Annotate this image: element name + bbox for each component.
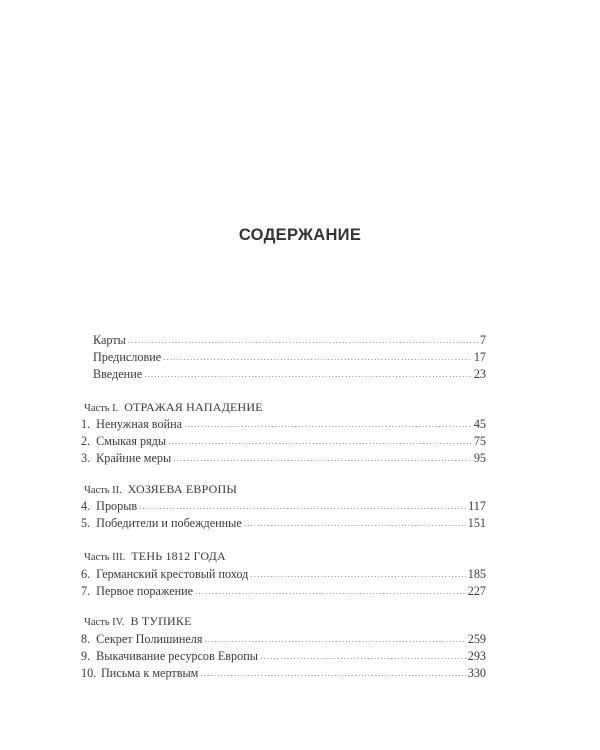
toc-entry-maps[interactable] [93,333,486,348]
chapter-title: Выкачивание ресурсов Европы [96,649,258,663]
dot-leader [200,666,465,681]
part-heading-3 [84,549,226,565]
toc-entry-page: 7 [479,333,486,347]
chapter-title: Смыкая ряды [96,434,167,448]
chapter-page: 185 [467,567,486,581]
chapter-number: 6. [81,567,91,581]
part-prefix: Часть II. [84,485,122,496]
chapter-number: 4. [81,499,91,513]
toc-entry-label: Предисловие [93,350,162,364]
toc-chapter-1[interactable] [81,417,486,432]
chapter-title: Крайние меры [96,451,172,465]
chapter-page: 227 [467,584,486,598]
part-heading-2 [84,482,237,498]
dot-leader [128,333,478,348]
toc-chapter-8[interactable] [81,632,486,647]
chapter-number: 7. [81,584,91,598]
chapter-page: 151 [467,516,486,530]
dot-leader [250,567,465,582]
toc-chapter-5[interactable] [81,516,486,531]
toc-chapter-6[interactable] [81,567,486,582]
chapter-number: 10. [81,666,97,680]
toc-entry-page: 17 [473,350,486,364]
toc-chapter-3[interactable] [81,451,486,466]
dot-leader [173,451,472,466]
chapter-number: 5. [81,516,91,530]
toc-entry-label: Введение [93,367,143,381]
chapter-number: 3. [81,451,91,465]
part-heading-4 [84,614,192,630]
toc-entry-page: 23 [473,367,486,381]
dot-leader [260,649,466,664]
chapter-page: 75 [473,434,486,448]
dot-leader [144,367,472,382]
part-prefix: Часть I. [84,403,119,414]
toc-chapter-2[interactable] [81,434,486,449]
toc-chapter-9[interactable] [81,649,486,664]
chapter-title: Письма к мертвым [101,666,199,680]
toc-chapter-10[interactable] [81,666,486,681]
chapter-page: 293 [467,649,486,663]
chapter-page: 330 [467,666,486,680]
chapter-number: 1. [81,417,91,431]
chapter-number: 2. [81,434,91,448]
part-title: ОТРАЖАЯ НАПАДЕНИЕ [124,400,263,414]
dot-leader [184,417,472,432]
dot-leader [139,499,466,514]
part-title: ТЕНЬ 1812 ГОДА [131,549,226,563]
toc-chapter-4[interactable] [81,499,486,514]
chapter-title: Ненужная война [96,417,183,431]
dot-leader [195,584,466,599]
chapter-title: Прорыв [96,499,138,513]
toc-entry-preface[interactable] [93,350,486,365]
part-heading-1 [84,400,263,416]
chapter-title: Секрет Полишинеля [96,632,203,646]
chapter-number: 9. [81,649,91,663]
chapter-page: 117 [468,499,486,513]
chapter-page: 45 [473,417,486,431]
dot-leader [244,516,466,531]
dot-leader [168,434,472,449]
dot-leader [205,632,466,647]
part-prefix: Часть III. [84,552,126,563]
toc-entry-introduction[interactable] [93,367,486,382]
part-prefix: Часть IV. [84,617,125,628]
chapter-title: Германский крестовый поход [96,567,249,581]
part-title: В ТУПИКЕ [130,614,192,628]
chapter-page: 95 [473,451,486,465]
toc-entry-label: Карты [93,333,126,347]
part-title: ХОЗЯЕВА ЕВРОПЫ [127,482,238,496]
chapter-page: 259 [467,632,486,646]
chapter-title: Победители и побежденные [96,516,242,530]
toc-chapter-7[interactable] [81,584,486,599]
chapter-number: 8. [81,632,91,646]
chapter-title: Первое поражение [96,584,194,598]
dot-leader [163,350,472,365]
page-title: СОДЕРЖАНИЕ [238,226,362,244]
